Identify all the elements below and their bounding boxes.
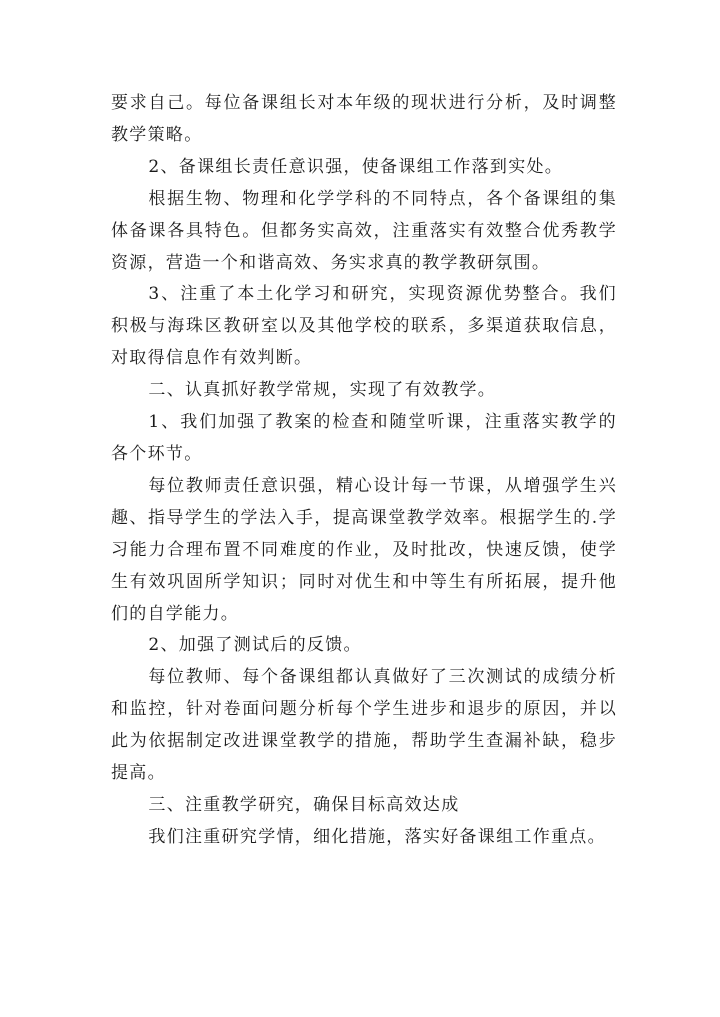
paragraph-1: 要求自己。每位备课组长对本年级的现状进行分析，及时调整教学策略。 <box>111 93 617 145</box>
paragraph-7: 每位教师责任意识强，精心设计每一节课，从增强学生兴趣、指导学生的学法入手，提高课堂教学效率。根据学生的.学习能力合理布置不同难度的作业，及时批改，快速反馈，使学生有效巩固所学知识；同时对优生和中等生有所拓展，提升他们的自学能力。 <box>111 475 617 624</box>
paragraph-9: 每位教师、每个备课组都认真做好了三次测试的成绩分析和监控，针对卷面问题分析每个学生进步和退步的原因，并以此为依据制定改进课堂教学的措施，帮助学生查漏补缺，稳步提高。 <box>111 667 617 784</box>
paragraph-4: 3、注重了本土化学习和研究，实现资源优势整合。我们积极与海珠区教研室以及其他学校的联系，多渠道获取信息，对取得信息作有效判断。 <box>111 284 617 369</box>
paragraph-2: 2、备课组长责任意识强，使备课组工作落到实处。 <box>148 156 564 177</box>
paragraph-6: 1、我们加强了教案的检查和随堂听课，注重落实教学的各个环节。 <box>111 412 617 464</box>
section-heading-2: 二、认真抓好教学常规，实现了有效教学。 <box>148 380 497 401</box>
paragraph-3: 根据生物、物理和化学学科的不同特点，各个备课组的集体备课各具特色。但都务实高效，注重落实有效整合优秀教学资源，营造一个和谐高效、务实求真的教学教研氛围。 <box>111 188 617 273</box>
paragraph-8: 2、加强了测试后的反馈。 <box>148 635 362 656</box>
body-text <box>111 88 617 854</box>
paragraph-11: 我们注重研究学情，细化措施，落实好备课组工作重点。 <box>148 826 606 847</box>
section-heading-3: 三、注重教学研究，确保目标高效达成 <box>148 794 460 815</box>
